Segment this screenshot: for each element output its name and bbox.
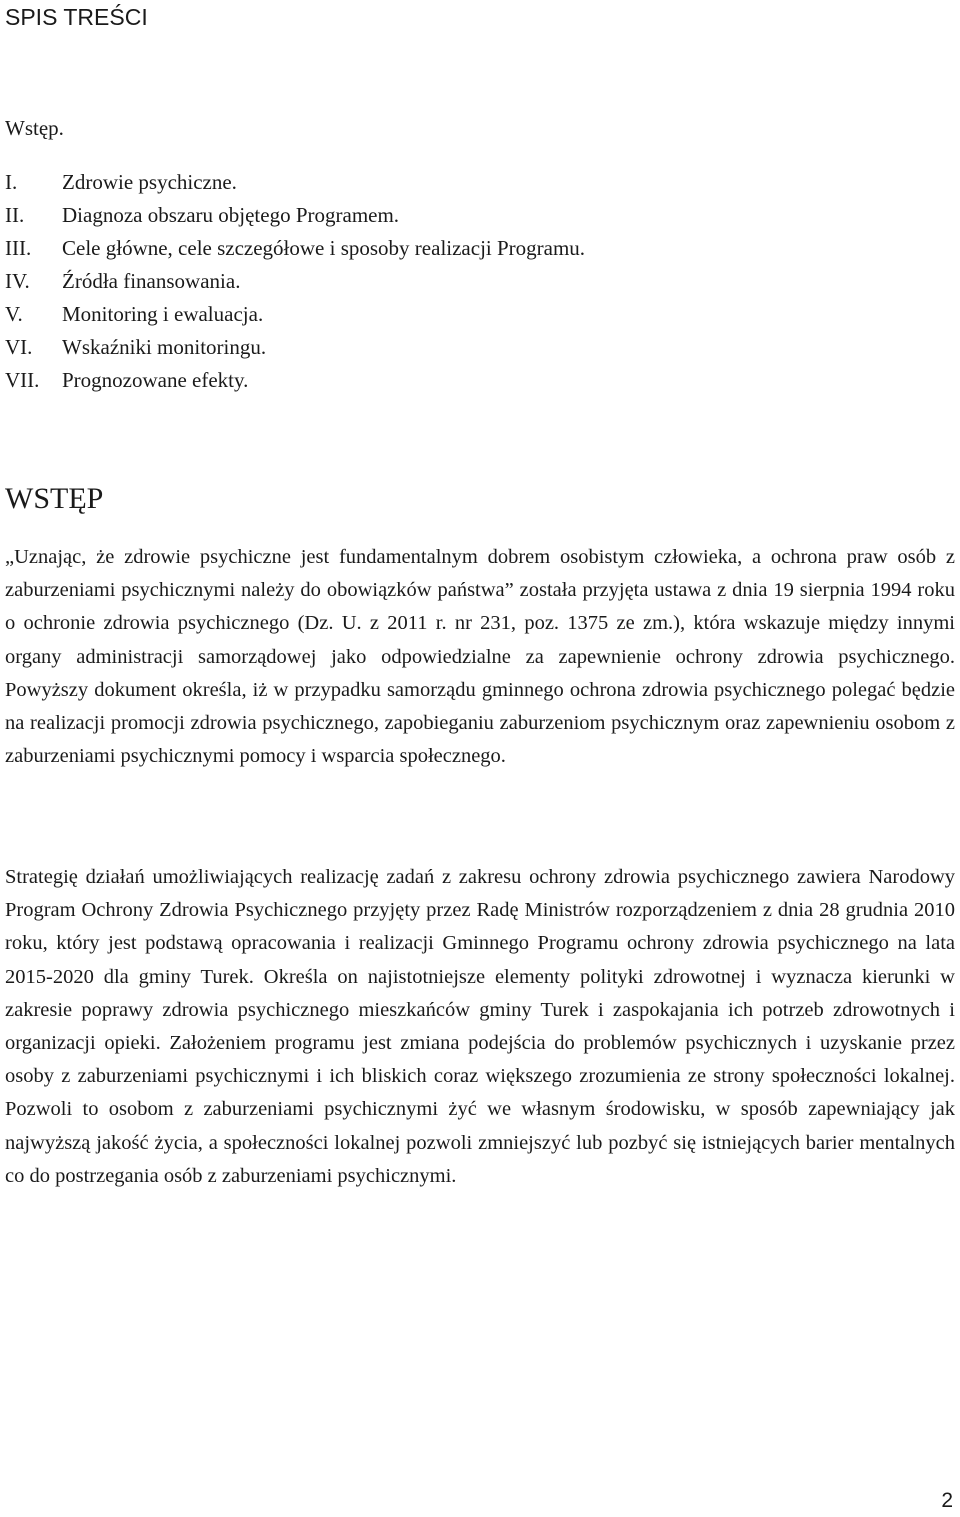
- toc-item-label: Źródła finansowania.: [62, 269, 241, 293]
- toc-item-number: IV.: [5, 269, 30, 293]
- toc-item-label: Zdrowie psychiczne.: [62, 170, 237, 194]
- toc-item-number: VI.: [5, 335, 33, 359]
- table-of-contents: [5, 167, 585, 398]
- toc-item-label: Diagnoza obszaru objętego Programem.: [62, 203, 400, 227]
- toc-item-label: Cele główne, cele szczegółowe i sposoby realizacji Programu.: [62, 236, 586, 260]
- toc-item-number: II.: [5, 203, 25, 227]
- toc-item-label: Wskaźniki monitoringu.: [62, 335, 267, 359]
- toc-item: [5, 167, 585, 200]
- toc-item: [5, 365, 585, 398]
- toc-item: [5, 332, 585, 365]
- toc-item: [5, 200, 585, 233]
- toc-item-label: Prognozowane efekty.: [62, 368, 249, 392]
- toc-item-number: I.: [5, 170, 18, 194]
- toc-title: SPIS TREŚCI: [5, 4, 148, 30]
- toc-item-number: VII.: [5, 368, 40, 392]
- toc-item-number: V.: [5, 302, 23, 326]
- toc-item: [5, 299, 585, 332]
- toc-item-number: III.: [5, 236, 32, 260]
- body-paragraph: „Uznając, że zdrowie psychiczne jest fundamentalnym dobrem osobistym człowieka, a ochrona praw osób z zaburzeniami psychicznymi należy do obowiązków państwa” została przyjęta ustawa z dnia 19 sierpnia 1994 roku o ochronie zdrowia psychicznego (Dz. U. z 2011 r. nr 231, poz. 1375 ze zm.), która wskazuje między innymi organy administracji samorządowej jako odpowiedzialne za zapewnienie ochrony zdrowia psychicznego. Powyższy dokument określa, iż w przypadku samorządu gminnego ochrona zdrowia psychicznego polegać będzie na realizacji promocji zdrowia psychicznego, zapobieganiu zaburzeniom psychicznym oraz zapewnieniu osobom z zaburzeniami psychicznymi pomocy i wsparcia społecznego.: [5, 546, 955, 768]
- page-number: 2: [941, 1489, 953, 1512]
- toc-item-label: Monitoring i ewaluacja.: [62, 302, 264, 326]
- toc-intro-entry: Wstęp.: [5, 116, 64, 140]
- body-paragraph: Strategię działań umożliwiających realizację zadań z zakresu ochrony zdrowia psychicznego zawiera Narodowy Program Ochrony Zdrowia Psychicznego przyjęty przez Radę Ministrów rozporządzeniem z dnia 28 grudnia 2010 roku, który jest podstawą opracowania i realizacji Gminnego Programu ochrony zdrowia psychicznego na lata 2015-2020 dla gminy Turek. Określa on najistotniejsze elementy polityki zdrowotnej i wyznacza kierunki w zakresie poprawy zdrowia psychicznego mieszkańców gminy Turek i zaspokajania ich potrzeb zdrowotnych i organizacji opieki. Założeniem programu jest zmiana podejścia do problemów psychicznych i uzyskanie przez osoby z zaburzeniami psychicznymi i ich bliskich coraz większego zrozumienia ze strony społeczności lokalnej. Pozwoli to osobom z zaburzeniami psychicznymi żyć we własnym środowisku, w sposób zapewniający jak najwyższą jakość życia, a społeczności lokalnej pozwoli zmniejszyć lub pozbyć się istniejących barier mentalnych co do postrzegania osób z zaburzeniami psychicznymi.: [5, 866, 955, 1187]
- toc-item: [5, 266, 585, 299]
- toc-item: [5, 233, 585, 266]
- section-heading: WSTĘP: [5, 482, 104, 515]
